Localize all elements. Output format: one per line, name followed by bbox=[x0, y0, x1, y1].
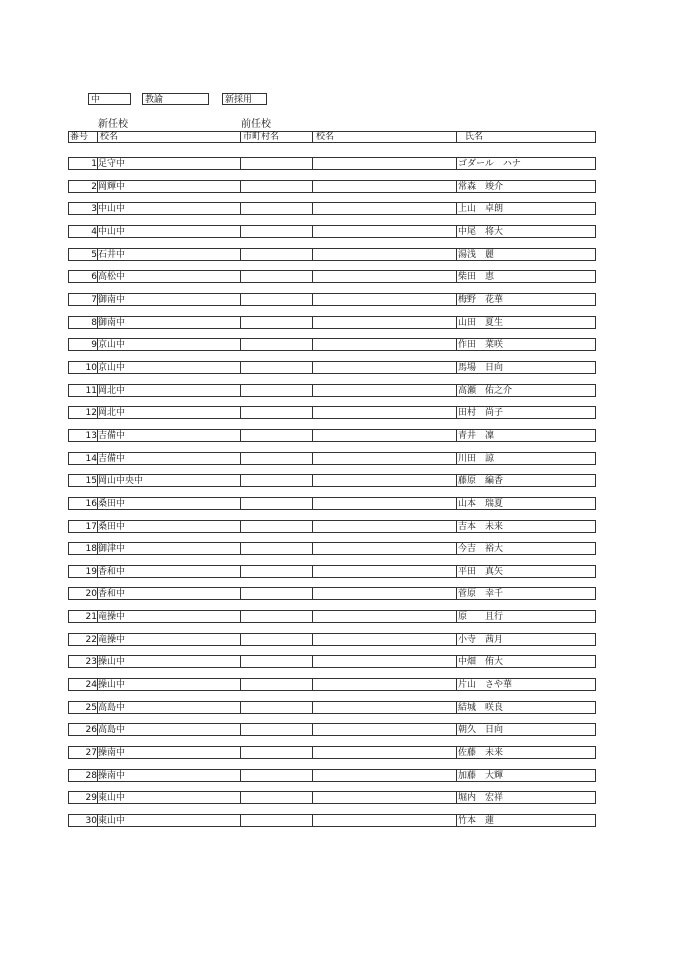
row-school: 岡山中央中 bbox=[98, 476, 144, 487]
table-row bbox=[68, 701, 596, 714]
row-school: 京山中 bbox=[98, 362, 126, 373]
row-school: 桑田中 bbox=[98, 498, 126, 509]
row-name: 原 且行 bbox=[458, 612, 504, 623]
row-number: 24 bbox=[85, 680, 97, 691]
previous-school-label: 前任校 bbox=[241, 119, 271, 130]
row-number: 25 bbox=[85, 702, 97, 713]
row-school: 吉備中 bbox=[98, 453, 126, 464]
row-number: 21 bbox=[85, 612, 97, 623]
row-school: 御南中 bbox=[98, 317, 126, 328]
row-number: 30 bbox=[85, 816, 97, 827]
row-school: 東山中 bbox=[98, 793, 126, 804]
category-box: 教諭 bbox=[142, 93, 209, 105]
row-school: 竜操中 bbox=[98, 634, 126, 645]
row-name: 作田 菜咲 bbox=[458, 340, 504, 351]
row-school: 御南中 bbox=[98, 294, 126, 305]
row-name: 菅原 幸千 bbox=[458, 589, 504, 600]
row-number: 1 bbox=[91, 159, 97, 169]
row-name: 山本 瑞夏 bbox=[458, 498, 504, 509]
col-name: 氏名 bbox=[465, 132, 484, 142]
row-number: 26 bbox=[85, 725, 97, 736]
row-name: 山田 夏生 bbox=[458, 317, 504, 328]
row-name: 竹本 蓮 bbox=[458, 816, 495, 827]
row-name: 中尾 将大 bbox=[458, 226, 504, 237]
row-number: 10 bbox=[85, 362, 97, 373]
row-number: 20 bbox=[85, 589, 97, 600]
row-number: 14 bbox=[85, 453, 97, 464]
row-school: 岡輝中 bbox=[98, 181, 126, 192]
row-name: 湯浅 麗 bbox=[458, 249, 495, 260]
row-name: 今吉 裕大 bbox=[458, 544, 504, 555]
row-school: 桑田中 bbox=[98, 521, 126, 532]
table-row bbox=[68, 202, 596, 215]
row-number: 13 bbox=[85, 430, 97, 441]
table-row bbox=[68, 406, 596, 419]
row-name: 堀内 宏祥 bbox=[458, 793, 504, 804]
table-row bbox=[68, 497, 596, 510]
row-school: 岡北中 bbox=[98, 385, 126, 396]
column-header bbox=[68, 131, 596, 143]
row-school: 操南中 bbox=[98, 748, 126, 759]
col-number: 番号 bbox=[70, 132, 89, 142]
row-number: 12 bbox=[85, 408, 97, 419]
row-name: 梅野 花華 bbox=[458, 294, 504, 305]
row-name: 佐藤 未来 bbox=[458, 748, 504, 759]
row-number: 22 bbox=[85, 634, 97, 645]
row-name: 高瀬 佑之介 bbox=[458, 385, 513, 396]
row-school: 操南中 bbox=[98, 770, 126, 781]
col-school: 校名 bbox=[100, 132, 119, 142]
row-number: 7 bbox=[91, 294, 97, 305]
table-row bbox=[68, 429, 596, 442]
teacher-table bbox=[68, 157, 596, 837]
table-row bbox=[68, 452, 596, 465]
table-row bbox=[68, 180, 596, 193]
table-row bbox=[68, 361, 596, 374]
row-school: 石井中 bbox=[98, 249, 126, 260]
row-number: 17 bbox=[85, 521, 97, 532]
row-name: 吉本 未来 bbox=[458, 521, 504, 532]
table-row bbox=[68, 746, 596, 759]
row-number: 23 bbox=[85, 657, 97, 668]
table-row bbox=[68, 316, 596, 329]
table-row bbox=[68, 520, 596, 533]
table-row bbox=[68, 542, 596, 555]
row-number: 9 bbox=[91, 340, 97, 351]
row-number: 4 bbox=[91, 226, 97, 237]
row-school: 岡北中 bbox=[98, 408, 126, 419]
row-number: 8 bbox=[91, 317, 97, 328]
row-number: 18 bbox=[85, 544, 97, 555]
row-number: 16 bbox=[85, 498, 97, 509]
table-row bbox=[68, 769, 596, 782]
row-name: 柴田 恵 bbox=[458, 272, 495, 283]
row-school: 東山中 bbox=[98, 816, 126, 827]
row-name: 田村 尚子 bbox=[458, 408, 504, 419]
table-row bbox=[68, 633, 596, 646]
table-row bbox=[68, 814, 596, 827]
row-school: 中山中 bbox=[98, 226, 126, 237]
table-row bbox=[68, 225, 596, 238]
row-name: 加藤 大輝 bbox=[458, 770, 504, 781]
row-school: 高松中 bbox=[98, 272, 126, 283]
table-row bbox=[68, 587, 596, 600]
row-school: 高島中 bbox=[98, 725, 126, 736]
table-row bbox=[68, 610, 596, 623]
row-number: 19 bbox=[85, 566, 97, 577]
level-box: 中 bbox=[88, 93, 131, 105]
row-name: 小寺 茜月 bbox=[458, 634, 504, 645]
row-school: 操山中 bbox=[98, 680, 126, 691]
table-row bbox=[68, 157, 596, 170]
col-municipality: 市町村名 bbox=[243, 132, 280, 142]
table-row bbox=[68, 338, 596, 351]
row-number: 29 bbox=[85, 793, 97, 804]
row-school: 吉備中 bbox=[98, 430, 126, 441]
row-school: 足守中 bbox=[98, 159, 126, 169]
row-name: 川田 諒 bbox=[458, 453, 495, 464]
table-row bbox=[68, 270, 596, 283]
row-school: 中山中 bbox=[98, 204, 126, 215]
table-row bbox=[68, 248, 596, 261]
row-name: 上山 卓朗 bbox=[458, 204, 504, 215]
type-box: 新採用 bbox=[222, 93, 267, 105]
row-number: 2 bbox=[91, 181, 97, 192]
row-number: 3 bbox=[91, 204, 97, 215]
row-number: 28 bbox=[85, 770, 97, 781]
row-name: 馬場 日向 bbox=[458, 362, 504, 373]
row-number: 11 bbox=[85, 385, 97, 396]
row-name: 結城 咲良 bbox=[458, 702, 504, 713]
new-school-label: 新任校 bbox=[98, 119, 128, 130]
table-row bbox=[68, 655, 596, 668]
row-name: 平田 真矢 bbox=[458, 566, 504, 577]
row-name: 朝久 日向 bbox=[458, 725, 504, 736]
row-school: 操山中 bbox=[98, 657, 126, 668]
table-row bbox=[68, 791, 596, 804]
row-school: 京山中 bbox=[98, 340, 126, 351]
row-name: 青井 凜 bbox=[458, 430, 495, 441]
table-row bbox=[68, 293, 596, 306]
row-name: 藤原 編香 bbox=[458, 476, 504, 487]
row-number: 5 bbox=[91, 249, 97, 260]
row-school: 御津中 bbox=[98, 544, 126, 555]
table-row bbox=[68, 474, 596, 487]
row-name: 常森 竣介 bbox=[458, 181, 504, 192]
row-number: 6 bbox=[91, 272, 97, 283]
row-name: ゴダール ハナ bbox=[458, 159, 521, 169]
row-number: 15 bbox=[85, 476, 97, 487]
table-row bbox=[68, 384, 596, 397]
row-school: 高島中 bbox=[98, 702, 126, 713]
row-number: 27 bbox=[85, 748, 97, 759]
row-name: 中畑 侑大 bbox=[458, 657, 504, 668]
col-prev-school: 校名 bbox=[316, 132, 335, 142]
row-school: 香和中 bbox=[98, 589, 126, 600]
row-school: 竜操中 bbox=[98, 612, 126, 623]
table-row bbox=[68, 565, 596, 578]
row-name: 片山 さや華 bbox=[458, 680, 513, 691]
table-row bbox=[68, 678, 596, 691]
row-school: 香和中 bbox=[98, 566, 126, 577]
table-row bbox=[68, 723, 596, 736]
